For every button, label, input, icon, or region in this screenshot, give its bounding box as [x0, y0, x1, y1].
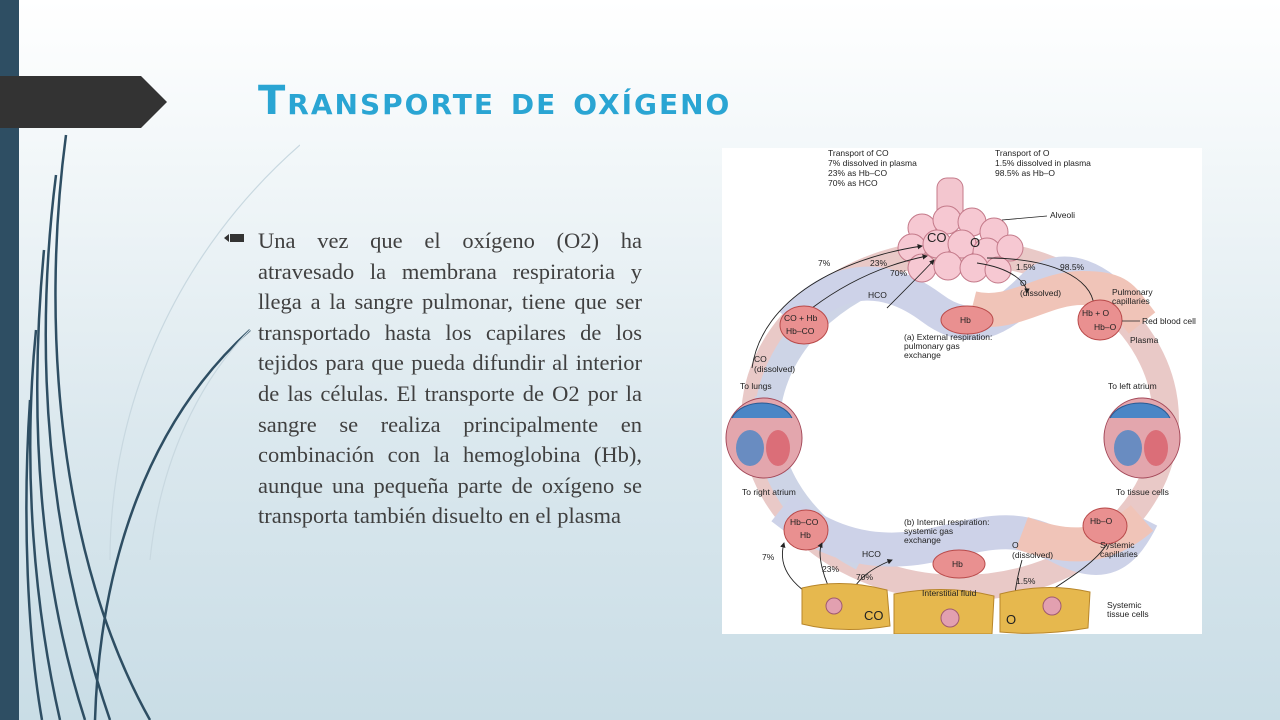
svg-text:Pulmonary: Pulmonary [1112, 287, 1153, 297]
co2-line-2: 23% as Hb–CO [828, 168, 888, 178]
svg-text:23%: 23% [822, 564, 840, 574]
svg-text:O: O [1012, 540, 1019, 550]
svg-text:Hb: Hb [960, 315, 971, 325]
svg-text:(dissolved): (dissolved) [1012, 550, 1054, 560]
svg-text:CO + Hb: CO + Hb [784, 313, 818, 323]
svg-text:1.5%: 1.5% [1016, 576, 1036, 586]
svg-text:exchange: exchange [904, 535, 941, 545]
svg-text:1.5%: 1.5% [1016, 262, 1036, 272]
svg-text:exchange: exchange [904, 350, 941, 360]
svg-text:Interstitial fluid: Interstitial fluid [922, 588, 977, 598]
svg-text:To left atrium: To left atrium [1108, 381, 1157, 391]
svg-text:98.5%: 98.5% [1060, 262, 1085, 272]
svg-text:pulmonary gas: pulmonary gas [904, 341, 960, 351]
co2-line-1: 7% dissolved in plasma [828, 158, 917, 168]
svg-text:Hb–CO: Hb–CO [790, 517, 819, 527]
co2-line-3: 70% as HCO [828, 178, 878, 188]
svg-text:CO: CO [864, 608, 884, 623]
gas-exchange-diagram [722, 148, 1202, 634]
pencil-icon [224, 230, 244, 246]
svg-text:To tissue cells: To tissue cells [1116, 487, 1169, 497]
slide-title: Transporte de oxígeno [258, 78, 732, 124]
svg-text:Systemic: Systemic [1100, 540, 1135, 550]
co2-alveoli-label: CO [927, 230, 947, 245]
svg-text:O: O [1006, 612, 1017, 627]
svg-text:capillaries: capillaries [1112, 296, 1150, 306]
svg-text:Hb: Hb [952, 559, 963, 569]
svg-text:(dissolved): (dissolved) [1020, 288, 1062, 298]
o2-line-1: 1.5% dissolved in plasma [995, 158, 1091, 168]
svg-text:capillaries: capillaries [1100, 549, 1138, 559]
svg-text:Hb–CO: Hb–CO [786, 326, 815, 336]
svg-text:CO: CO [754, 354, 767, 364]
svg-text:(dissolved): (dissolved) [754, 364, 796, 374]
svg-text:O: O [1020, 278, 1027, 288]
alveoli-cluster [898, 178, 1023, 283]
svg-text:Hb–O: Hb–O [1094, 322, 1117, 332]
svg-text:(a) External respiration:: (a) External respiration: [904, 332, 993, 342]
svg-text:23%: 23% [870, 258, 888, 268]
svg-text:HCO: HCO [868, 290, 887, 300]
svg-text:70%: 70% [890, 268, 908, 278]
svg-text:Hb + O: Hb + O [1082, 308, 1110, 318]
svg-text:To right atrium: To right atrium [742, 487, 796, 497]
svg-text:tissue cells: tissue cells [1107, 609, 1149, 619]
svg-text:(b) Internal respiration:: (b) Internal respiration: [904, 517, 990, 527]
svg-text:To lungs: To lungs [740, 381, 772, 391]
o2-transport-header: Transport of O [995, 148, 1050, 158]
o2-line-2: 98.5% as Hb–O [995, 168, 1056, 178]
svg-text:Plasma: Plasma [1130, 335, 1159, 345]
svg-text:Hb–O: Hb–O [1090, 516, 1113, 526]
svg-text:7%: 7% [762, 552, 775, 562]
alveoli-label: Alveoli [1050, 210, 1076, 220]
body-paragraph: Una vez que el oxígeno (O2) ha atravesado la membrana respiratoria y llega a la sangre pulmonar, tiene que ser transportado hasta los capilares de los tejidos para que pueda difundir al interior de las células. El transporte de O2 por la sangre se realiza principalmente en combinación con la hemoglobina (Hb), aunque una pequeña parte de oxígeno se transporta también disuelto en el plasma [258, 228, 642, 529]
svg-text:Transport of CO [828, 148, 889, 158]
o2-alveoli-label: O [970, 235, 981, 250]
svg-text:7%: 7% [818, 258, 831, 268]
title-tab-shape [0, 76, 167, 128]
co2-transport-header: Transport of CO [828, 148, 889, 158]
svg-text:Red blood cell: Red blood cell [1142, 316, 1196, 326]
svg-text:Hb: Hb [800, 530, 811, 540]
svg-text:HCO: HCO [862, 549, 881, 559]
svg-text:systemic gas: systemic gas [904, 526, 954, 536]
svg-text:Systemic: Systemic [1107, 600, 1142, 610]
heart-right [1104, 398, 1180, 478]
heart-left [726, 398, 802, 478]
svg-text:70%: 70% [856, 572, 874, 582]
